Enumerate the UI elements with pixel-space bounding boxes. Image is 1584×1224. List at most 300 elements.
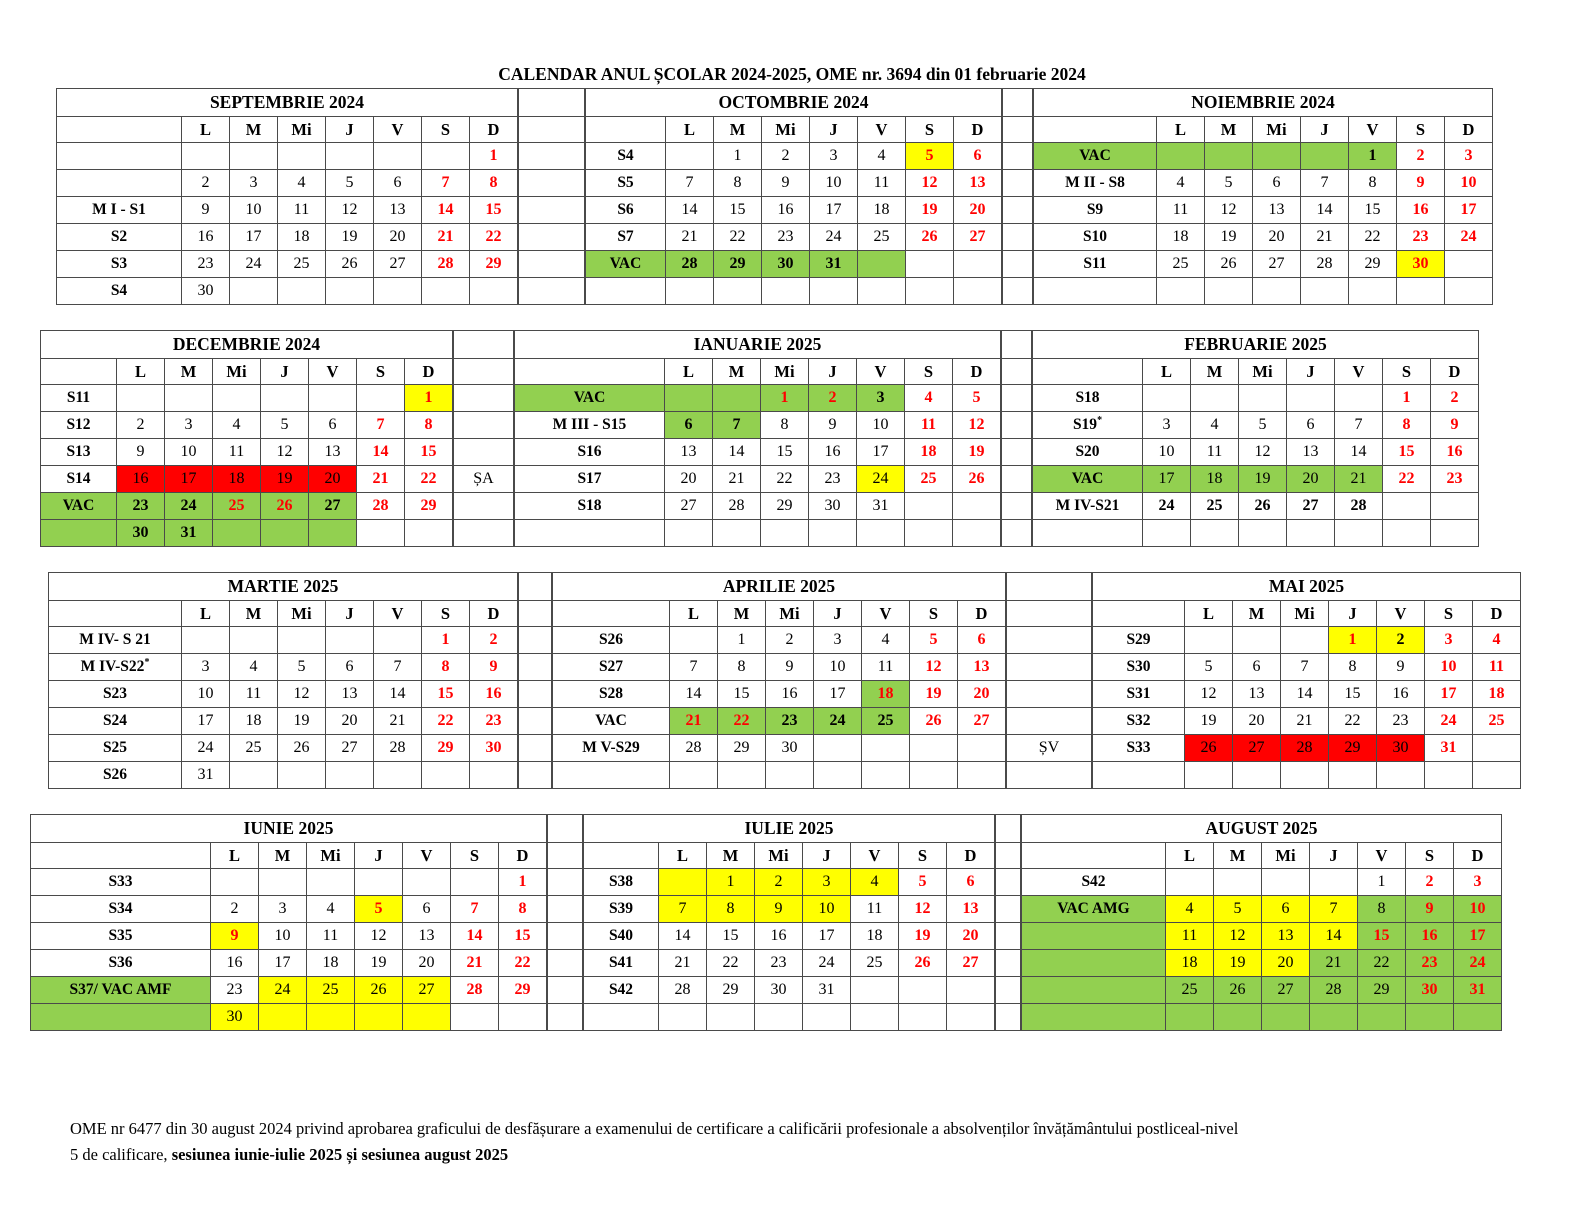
day-cell: 22 [1329, 708, 1377, 735]
day-header-d: D [499, 843, 547, 869]
day-cell: 22 [1358, 950, 1406, 977]
day-cell-empty [451, 1004, 499, 1031]
day-cell-empty [1301, 143, 1349, 170]
day-cell-empty [213, 520, 261, 547]
spacer-cell [519, 89, 585, 117]
day-cell-empty [1310, 869, 1358, 896]
day-cell: 28 [670, 735, 718, 762]
day-cell: 23 [211, 977, 259, 1004]
week-label: S20 [1033, 439, 1143, 466]
day-cell-empty [211, 869, 259, 896]
day-cell: 31 [182, 762, 230, 789]
week-label: S13 [41, 439, 117, 466]
day-cell: 28 [1335, 493, 1383, 520]
day-header-j: J [1310, 843, 1358, 869]
day-header-j: J [814, 601, 862, 627]
day-cell: 28 [713, 493, 761, 520]
day-header-s: S [899, 843, 947, 869]
day-cell: 26 [278, 735, 326, 762]
day-cell: 5 [278, 654, 326, 681]
spacer-cell [548, 1004, 583, 1031]
day-cell: 5 [326, 170, 374, 197]
header-blank-cell [57, 117, 182, 143]
day-cell: 29 [761, 493, 809, 520]
day-cell-empty [230, 762, 278, 789]
day-cell-empty [1239, 385, 1287, 412]
day-header-l: L [1143, 359, 1191, 385]
day-cell: 15 [422, 681, 470, 708]
day-cell: 17 [230, 224, 278, 251]
month-table-aprilie-2025 [552, 572, 1006, 789]
spacer-cell [519, 573, 552, 601]
month-table-august-2025 [1021, 814, 1502, 1031]
day-cell: 27 [1287, 493, 1335, 520]
footer-text-bold: sesiunea iunie-iulie 2025 și sesiunea august 2025 [171, 1145, 509, 1165]
day-cell: 23 [1406, 950, 1454, 977]
spacer-cell [1007, 654, 1092, 681]
month-title: APRILIE 2025 [553, 573, 1006, 601]
day-cell-empty [1281, 762, 1329, 789]
day-cell: 10 [230, 197, 278, 224]
day-cell-empty [326, 278, 374, 305]
day-cell: 10 [1143, 439, 1191, 466]
month-title: FEBRUARIE 2025 [1033, 331, 1479, 359]
spacer-column [518, 88, 585, 305]
day-cell-empty [470, 278, 518, 305]
header-blank-cell [1093, 601, 1185, 627]
day-cell-empty [307, 869, 355, 896]
day-cell: 28 [659, 977, 707, 1004]
day-cell: 15 [1358, 923, 1406, 950]
day-cell: 24 [165, 493, 213, 520]
spacer-cell [548, 843, 583, 869]
day-cell-empty [1377, 762, 1425, 789]
week-label: S40 [584, 923, 659, 950]
day-cell-empty [1205, 278, 1253, 305]
day-cell: 11 [858, 170, 906, 197]
day-cell: 20 [309, 466, 357, 493]
week-label: S26 [553, 627, 670, 654]
day-cell: 24 [1445, 224, 1493, 251]
day-header-s: S [422, 117, 470, 143]
month-table-octombrie-2024 [585, 88, 1002, 305]
day-cell: 18 [862, 681, 910, 708]
day-cell: 16 [470, 681, 518, 708]
spacer-cell [519, 681, 552, 708]
spacer-cell [548, 923, 583, 950]
day-cell-empty [803, 1004, 851, 1031]
day-header-s: S [1406, 843, 1454, 869]
spacer-cell [1002, 493, 1032, 520]
day-cell: 1 [718, 627, 766, 654]
day-cell: 6 [374, 170, 422, 197]
day-cell: 7 [422, 170, 470, 197]
day-cell: 3 [857, 385, 905, 412]
week-label: S19* [1033, 412, 1143, 439]
day-cell: 2 [117, 412, 165, 439]
day-cell: 12 [910, 654, 958, 681]
day-cell: 19 [1239, 466, 1287, 493]
day-cell-empty [1431, 520, 1479, 547]
day-cell-empty [1233, 762, 1281, 789]
day-cell-empty [953, 493, 1001, 520]
day-cell: 12 [1185, 681, 1233, 708]
month-title: OCTOMBRIE 2024 [586, 89, 1002, 117]
day-cell: 30 [182, 278, 230, 305]
day-cell: 21 [670, 708, 718, 735]
day-cell-empty [165, 385, 213, 412]
day-cell: 23 [809, 466, 857, 493]
day-cell: 13 [1253, 197, 1301, 224]
day-header-mi: Mi [278, 117, 326, 143]
spacer-cell [1007, 627, 1092, 654]
day-cell: 31 [810, 251, 858, 278]
week-label: S17 [515, 466, 665, 493]
day-cell-empty [403, 1004, 451, 1031]
day-cell: 13 [374, 197, 422, 224]
day-cell: 3 [1445, 143, 1493, 170]
week-label: S3 [57, 251, 182, 278]
day-cell: 20 [954, 197, 1002, 224]
month-title: IANUARIE 2025 [515, 331, 1001, 359]
day-cell: 8 [470, 170, 518, 197]
day-cell-empty [1335, 385, 1383, 412]
day-cell-empty [947, 977, 995, 1004]
day-cell-empty [899, 977, 947, 1004]
day-cell: 8 [499, 896, 547, 923]
spacer-cell [519, 251, 585, 278]
day-cell: 1 [470, 143, 518, 170]
day-cell-empty [1214, 1004, 1262, 1031]
day-cell: 25 [1473, 708, 1521, 735]
day-cell: 26 [1205, 251, 1253, 278]
day-cell: 6 [1262, 896, 1310, 923]
day-cell: 2 [809, 385, 857, 412]
day-header-m: M [165, 359, 213, 385]
day-cell-empty [905, 493, 953, 520]
day-cell: 9 [762, 170, 810, 197]
day-cell: 13 [954, 170, 1002, 197]
day-cell: 14 [1335, 439, 1383, 466]
day-cell-empty [1262, 1004, 1310, 1031]
spacer-cell [519, 224, 585, 251]
spacer-cell [1002, 412, 1032, 439]
day-cell-empty [422, 278, 470, 305]
day-cell: 25 [278, 251, 326, 278]
day-cell: 29 [707, 977, 755, 1004]
day-cell: 4 [1473, 627, 1521, 654]
month-title: IULIE 2025 [584, 815, 995, 843]
day-cell-empty [326, 143, 374, 170]
day-cell: 21 [1310, 950, 1358, 977]
day-cell-empty [1383, 520, 1431, 547]
day-cell: 13 [665, 439, 713, 466]
day-header-d: D [1454, 843, 1502, 869]
day-cell: 7 [666, 170, 714, 197]
day-cell: 12 [261, 439, 309, 466]
month-table-iulie-2025 [583, 814, 995, 1031]
day-cell: 8 [718, 654, 766, 681]
day-cell-empty [953, 520, 1001, 547]
day-cell: 18 [905, 439, 953, 466]
day-header-j: J [1287, 359, 1335, 385]
day-cell: 14 [1301, 197, 1349, 224]
day-header-v: V [1358, 843, 1406, 869]
week-label: VAC [553, 708, 670, 735]
day-cell: 11 [851, 896, 899, 923]
day-cell-empty [1185, 627, 1233, 654]
day-cell: 22 [714, 224, 762, 251]
month-table-martie-2025 [48, 572, 518, 789]
day-cell: 10 [259, 923, 307, 950]
day-header-l: L [1166, 843, 1214, 869]
week-label: S18 [515, 493, 665, 520]
day-cell-empty [261, 385, 309, 412]
day-cell: 6 [665, 412, 713, 439]
header-blank-cell [515, 359, 665, 385]
spacer-cell [519, 627, 552, 654]
day-cell: 4 [213, 412, 261, 439]
day-cell: 25 [213, 493, 261, 520]
week-label: S11 [1034, 251, 1157, 278]
day-header-m: M [713, 359, 761, 385]
day-cell: 6 [403, 896, 451, 923]
day-cell: 6 [947, 869, 995, 896]
day-cell-empty [1281, 627, 1329, 654]
spacer-cell [1003, 224, 1033, 251]
day-cell: 31 [803, 977, 851, 1004]
day-header-m: M [1191, 359, 1239, 385]
day-cell-empty [374, 278, 422, 305]
week-label: VAC AMG [1022, 896, 1166, 923]
day-cell: 27 [1253, 251, 1301, 278]
day-cell: 6 [954, 143, 1002, 170]
day-cell-empty [259, 1004, 307, 1031]
day-cell: 4 [862, 627, 910, 654]
day-cell-empty [905, 520, 953, 547]
day-cell: 1 [1358, 869, 1406, 896]
day-cell-empty [1397, 278, 1445, 305]
spacer-cell [1003, 117, 1033, 143]
day-header-s: S [906, 117, 954, 143]
day-header-m: M [1214, 843, 1262, 869]
day-cell: 22 [470, 224, 518, 251]
week-label: S4 [57, 278, 182, 305]
day-cell: 29 [405, 493, 453, 520]
day-header-v: V [851, 843, 899, 869]
day-cell: 11 [905, 412, 953, 439]
day-header-mi: Mi [1239, 359, 1287, 385]
week-label-empty [57, 143, 182, 170]
day-cell: 2 [1406, 869, 1454, 896]
day-cell: 16 [1397, 197, 1445, 224]
day-cell: 5 [1214, 896, 1262, 923]
day-cell: 3 [803, 869, 851, 896]
header-blank-cell [1034, 117, 1157, 143]
day-cell: 2 [755, 869, 803, 896]
month-title: AUGUST 2025 [1022, 815, 1502, 843]
day-cell-empty [1185, 762, 1233, 789]
day-cell: 24 [182, 735, 230, 762]
day-cell: 14 [451, 923, 499, 950]
day-cell-empty [1191, 520, 1239, 547]
day-cell-empty [278, 762, 326, 789]
day-header-s: S [451, 843, 499, 869]
day-cell: 18 [278, 224, 326, 251]
footer-note [70, 1116, 1500, 1169]
day-cell-empty [814, 735, 862, 762]
day-cell-empty [670, 627, 718, 654]
spacer-column [1006, 572, 1092, 789]
day-cell: 30 [1397, 251, 1445, 278]
day-cell: 24 [1454, 950, 1502, 977]
day-cell: 23 [1377, 708, 1425, 735]
day-header-mi: Mi [755, 843, 803, 869]
day-cell: 27 [665, 493, 713, 520]
spacer-cell [996, 950, 1021, 977]
day-cell-empty [1262, 869, 1310, 896]
day-cell: 23 [1397, 224, 1445, 251]
day-cell-empty [1445, 278, 1493, 305]
day-cell-empty [1349, 278, 1397, 305]
day-cell: 28 [666, 251, 714, 278]
day-cell: 3 [1143, 412, 1191, 439]
day-cell: 14 [713, 439, 761, 466]
spacer-cell [1003, 278, 1033, 305]
day-cell: 15 [405, 439, 453, 466]
day-header-j: J [261, 359, 309, 385]
week-label: S23 [49, 681, 182, 708]
day-header-m: M [230, 601, 278, 627]
day-header-mi: Mi [761, 359, 809, 385]
day-cell: 31 [165, 520, 213, 547]
day-cell: 16 [1406, 923, 1454, 950]
day-cell: 18 [1166, 950, 1214, 977]
day-cell: 29 [718, 735, 766, 762]
day-cell: 4 [230, 654, 278, 681]
day-header-s: S [1425, 601, 1473, 627]
day-cell: 26 [1214, 977, 1262, 1004]
day-cell: 5 [910, 627, 958, 654]
day-cell: 16 [755, 923, 803, 950]
day-cell: 14 [666, 197, 714, 224]
day-header-s: S [1383, 359, 1431, 385]
day-cell-empty [1143, 385, 1191, 412]
day-cell: 28 [357, 493, 405, 520]
day-cell-empty [1301, 278, 1349, 305]
day-cell: 17 [1143, 466, 1191, 493]
day-header-mi: Mi [766, 601, 814, 627]
day-cell-empty [355, 869, 403, 896]
spacer-cell [548, 977, 583, 1004]
spacer-cell [1002, 520, 1032, 547]
month-row-4 [30, 814, 1584, 1031]
day-cell: 27 [954, 224, 1002, 251]
day-cell: 5 [906, 143, 954, 170]
day-cell: 31 [1425, 735, 1473, 762]
day-cell: 17 [259, 950, 307, 977]
day-cell: 28 [451, 977, 499, 1004]
day-cell: 18 [1191, 466, 1239, 493]
day-cell: 20 [1253, 224, 1301, 251]
day-header-m: M [259, 843, 307, 869]
day-cell-empty [326, 627, 374, 654]
month-row-1 [56, 88, 1584, 305]
day-cell-empty [659, 1004, 707, 1031]
week-label-empty [31, 1004, 211, 1031]
day-cell: 30 [1406, 977, 1454, 1004]
day-cell: 24 [1425, 708, 1473, 735]
day-cell: 29 [714, 251, 762, 278]
day-header-d: D [1473, 601, 1521, 627]
day-cell: 26 [326, 251, 374, 278]
day-cell: 29 [1329, 735, 1377, 762]
page-title: CALENDAR ANUL ȘCOLAR 2024-2025, OME nr. 3694 din 01 februarie 2024 [498, 64, 1086, 84]
day-header-v: V [857, 359, 905, 385]
day-cell: 20 [958, 681, 1006, 708]
day-cell: 14 [357, 439, 405, 466]
day-cell: 29 [470, 251, 518, 278]
day-cell: 29 [1358, 977, 1406, 1004]
day-cell: 3 [1454, 869, 1502, 896]
week-label-empty [584, 1004, 659, 1031]
day-cell-empty [851, 977, 899, 1004]
day-header-v: V [1335, 359, 1383, 385]
day-header-d: D [1431, 359, 1479, 385]
day-cell: 9 [1377, 654, 1425, 681]
day-header-d: D [958, 601, 1006, 627]
day-cell: 15 [1349, 197, 1397, 224]
day-cell: 12 [1205, 197, 1253, 224]
week-label: VAC [1034, 143, 1157, 170]
day-cell: 23 [766, 708, 814, 735]
day-cell: 15 [1383, 439, 1431, 466]
day-cell: 26 [910, 708, 958, 735]
day-cell-empty [1166, 1004, 1214, 1031]
day-cell: 12 [1214, 923, 1262, 950]
day-cell-empty [499, 1004, 547, 1031]
day-cell: 20 [1233, 708, 1281, 735]
day-cell: 2 [470, 627, 518, 654]
week-label: S6 [586, 197, 666, 224]
day-header-v: V [403, 843, 451, 869]
day-cell: 3 [230, 170, 278, 197]
day-header-d: D [953, 359, 1001, 385]
day-cell-empty [1310, 1004, 1358, 1031]
day-cell: 5 [1205, 170, 1253, 197]
day-cell-empty [1157, 143, 1205, 170]
day-cell: 4 [1157, 170, 1205, 197]
day-cell: 14 [1281, 681, 1329, 708]
day-cell: 19 [910, 681, 958, 708]
day-cell: 20 [374, 224, 422, 251]
day-cell: 13 [309, 439, 357, 466]
month-title: NOIEMBRIE 2024 [1034, 89, 1493, 117]
day-cell: 29 [1349, 251, 1397, 278]
day-cell-empty [357, 520, 405, 547]
day-cell: 27 [1233, 735, 1281, 762]
day-cell: 13 [947, 896, 995, 923]
week-label: S42 [1022, 869, 1166, 896]
week-label: S38 [584, 869, 659, 896]
day-cell-empty [259, 869, 307, 896]
spacer-cell [519, 278, 585, 305]
week-label: S25 [49, 735, 182, 762]
day-cell-empty [309, 385, 357, 412]
day-cell: 6 [958, 627, 1006, 654]
day-cell: 1 [1329, 627, 1377, 654]
week-label: VAC [586, 251, 666, 278]
